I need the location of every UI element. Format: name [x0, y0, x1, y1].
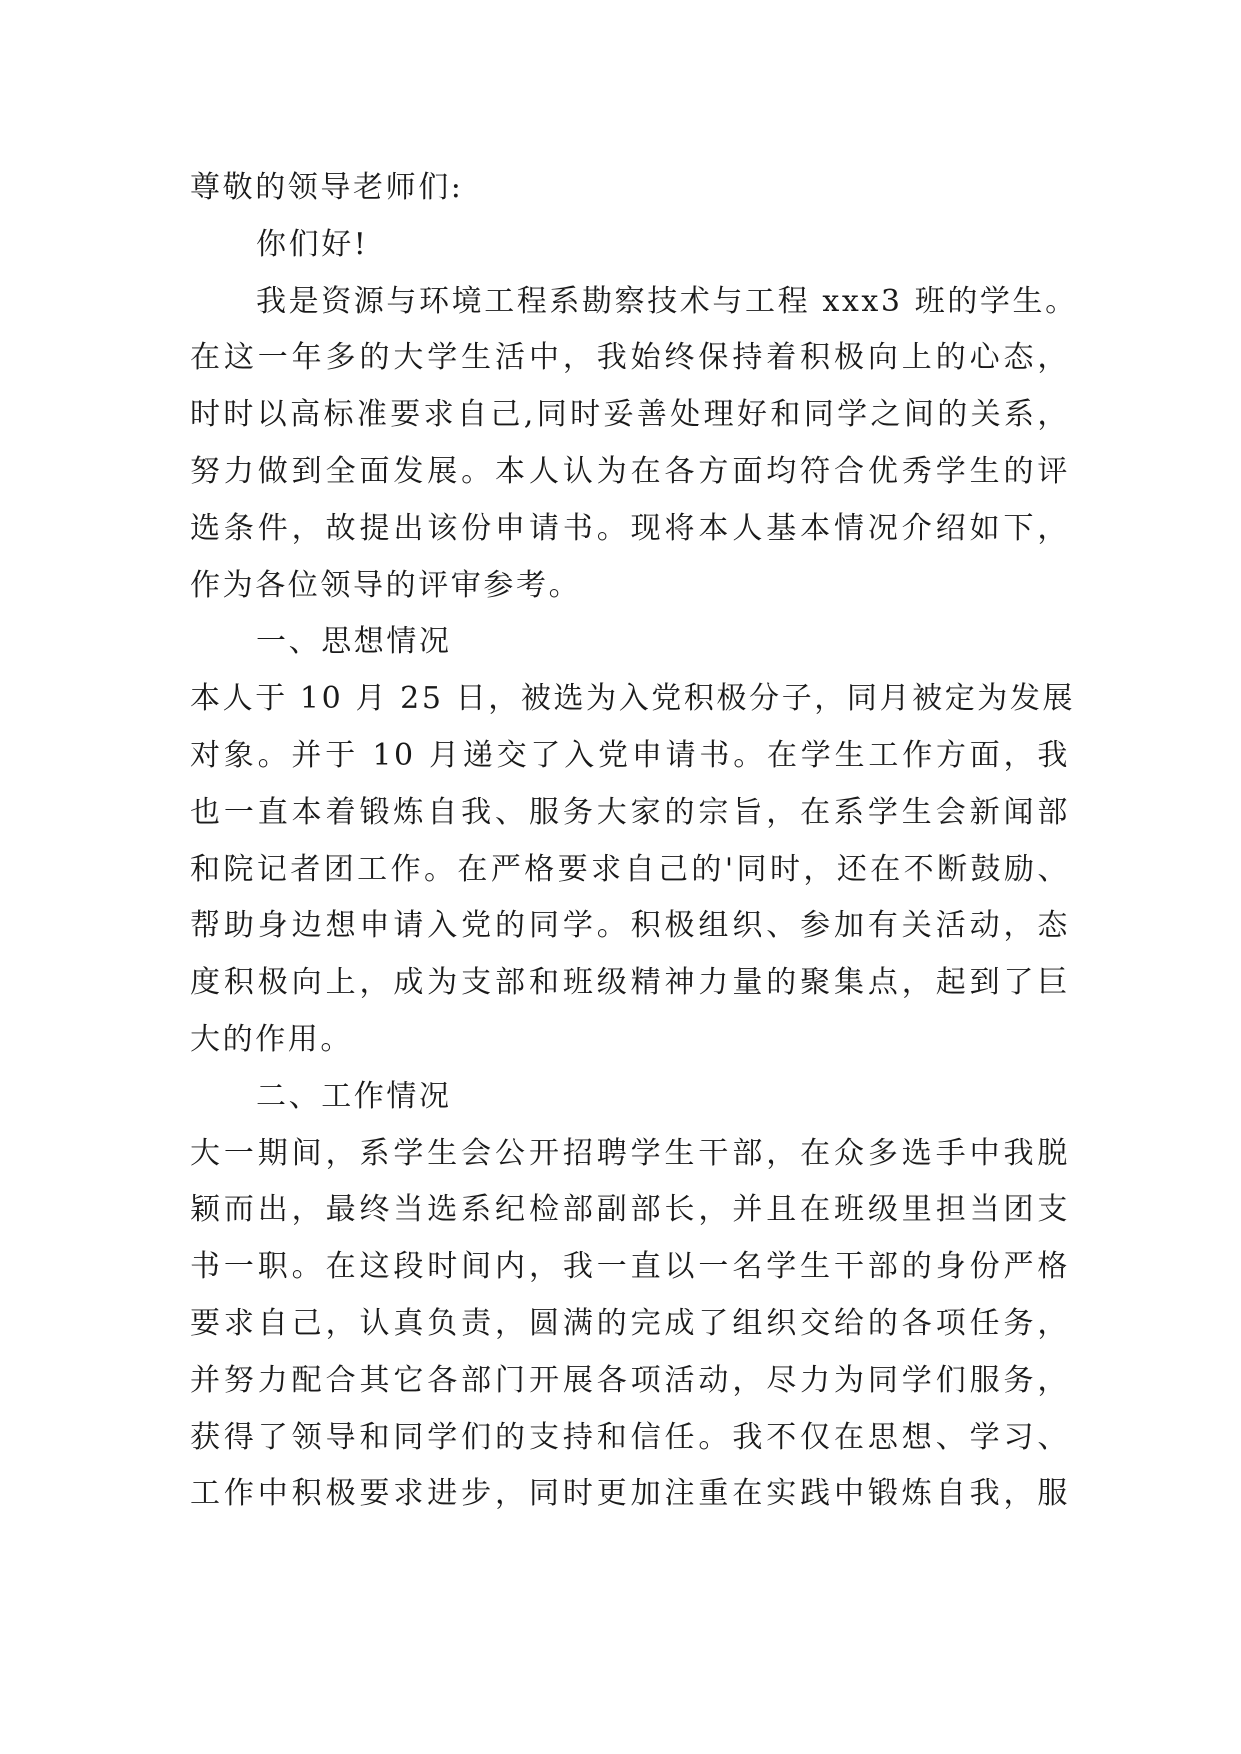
- section-heading-thought: 一、思想情况: [256, 624, 452, 660]
- intro-line: 努力做到全面发展。本人认为在各方面均符合优秀学生的评: [190, 453, 1070, 489]
- intro-line: 时时以高标准要求自己,同时妥善处理好和同学之间的关系，: [190, 397, 1070, 433]
- section1-line: 大的作用。: [190, 1021, 353, 1057]
- intro-line: 作为各位领导的评审参考。: [190, 567, 582, 603]
- section1-line: 也一直本着锻炼自我、服务大家的宗旨，在系学生会新闻部: [190, 794, 1070, 830]
- section2-line: 颖而出，最终当选系纪检部副部长，并且在班级里担当团支: [190, 1192, 1070, 1228]
- section1-line: 度积极向上，成为支部和班级精神力量的聚集点，起到了巨: [190, 965, 1070, 1001]
- salutation: 尊敬的领导老师们:: [190, 170, 464, 205]
- section2-line: 获得了领导和同学们的支持和信任。我不仅在思想、学习、: [190, 1419, 1070, 1455]
- intro-line: 在这一年多的大学生活中，我始终保持着积极向上的心态，: [190, 340, 1070, 376]
- section1-line: 和院记者团工作。在严格要求自己的'同时，还在不断鼓励、: [190, 851, 1070, 887]
- greeting: 你们好!: [256, 226, 369, 262]
- section2-line: 要求自己，认真负责，圆满的完成了组织交给的各项任务，: [190, 1305, 1070, 1341]
- section2-line: 并努力配合其它各部门开展各项活动，尽力为同学们服务，: [190, 1362, 1070, 1398]
- section2-line: 书一职。在这段时间内，我一直以一名学生干部的身份严格: [190, 1249, 1070, 1285]
- section1-line: 帮助身边想申请入党的同学。积极组织、参加有关活动，态: [190, 908, 1070, 944]
- section1-line: 对象。并于 10 月递交了入党申请书。在学生工作方面，我: [190, 737, 1070, 773]
- section2-line: 工作中积极要求进步，同时更加注重在实践中锻炼自我，服: [190, 1476, 1070, 1512]
- section1-line: 本人于 10 月 25 日，被选为入党积极分子，同月被定为发展: [190, 681, 1076, 717]
- intro-line: 我是资源与环境工程系勘察技术与工程 xxx3 班的学生。: [256, 283, 1078, 319]
- section-heading-work: 二、工作情况: [256, 1078, 452, 1114]
- intro-line: 选条件，故提出该份申请书。现将本人基本情况介绍如下，: [190, 510, 1070, 546]
- section2-line: 大一期间，系学生会公开招聘学生干部，在众多选手中我脱: [190, 1135, 1070, 1171]
- document-body: [190, 160, 1078, 1523]
